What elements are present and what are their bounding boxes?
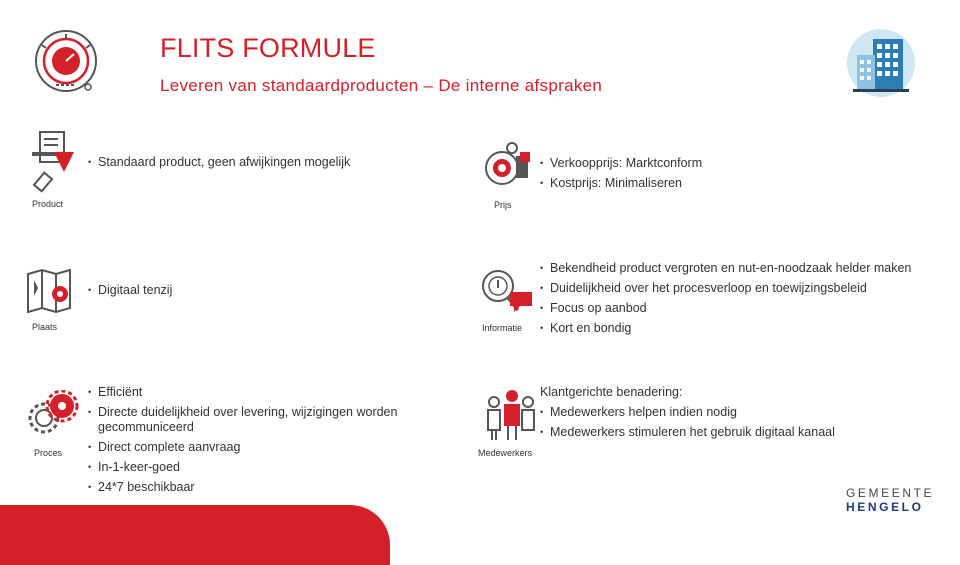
list-item: • Standaard product, geen afwijkingen mogelijk — [88, 152, 418, 172]
process-bullets — [88, 382, 448, 497]
employees-block — [540, 382, 920, 442]
place-bullets — [88, 280, 418, 300]
people-icon — [484, 388, 536, 442]
information-label: Informatie — [482, 323, 523, 333]
list-item: • In-1-keer-goed — [88, 457, 448, 477]
list-item: • Verkoopprijs: Marktconform — [540, 153, 920, 173]
map-icon — [26, 268, 80, 314]
information-icon — [480, 268, 536, 318]
footer-accent-shape — [0, 505, 390, 565]
speedometer-icon — [30, 27, 102, 99]
list-item: • Bekendheid product vergroten en nut-en-noodzaak helder maken — [540, 258, 920, 278]
building-icon — [845, 27, 917, 99]
list-item: • Direct complete aanvraag — [88, 437, 448, 457]
employees-bullets — [540, 402, 920, 442]
employees-label: Medewerkers — [478, 448, 533, 458]
price-bullets — [540, 153, 920, 193]
information-bullets — [540, 258, 920, 338]
list-item: • Efficiënt — [88, 382, 448, 402]
list-item: • Kostprijs: Minimaliseren — [540, 173, 920, 193]
product-bullets — [88, 152, 418, 172]
page-subtitle: Leveren van standaardproducten – De interne afspraken — [160, 76, 603, 95]
employees-lead: Klantgerichte benadering: — [540, 385, 683, 399]
list-item: • Medewerkers stimuleren het gebruik digitaal kanaal — [540, 422, 920, 442]
price-icon — [482, 140, 532, 192]
logo-line-1: GEMEENTE — [846, 486, 935, 500]
process-label: Proces — [34, 448, 63, 458]
list-item: • Focus op aanbod — [540, 298, 920, 318]
logo-line-2: HENGELO — [846, 500, 924, 514]
place-label: Plaats — [32, 322, 58, 332]
list-item: • Medewerkers helpen indien nodig — [540, 402, 920, 422]
product-label: Product — [32, 199, 64, 209]
list-item: • Duidelijkheid over het procesverloop en toewijzingsbeleid — [540, 278, 920, 298]
list-item: • Digitaal tenzij — [88, 280, 418, 300]
list-item: • Kort en bondig — [540, 318, 920, 338]
price-label: Prijs — [494, 200, 512, 210]
list-item: • 24*7 beschikbaar — [88, 477, 448, 497]
page-title: FLITS FORMULE — [160, 33, 376, 63]
logo — [846, 486, 946, 514]
product-icon — [28, 130, 78, 194]
list-item: • Directe duidelijkheid over levering, wijzigingen worden gecommuniceerd — [88, 402, 448, 437]
gears-icon — [26, 390, 80, 440]
